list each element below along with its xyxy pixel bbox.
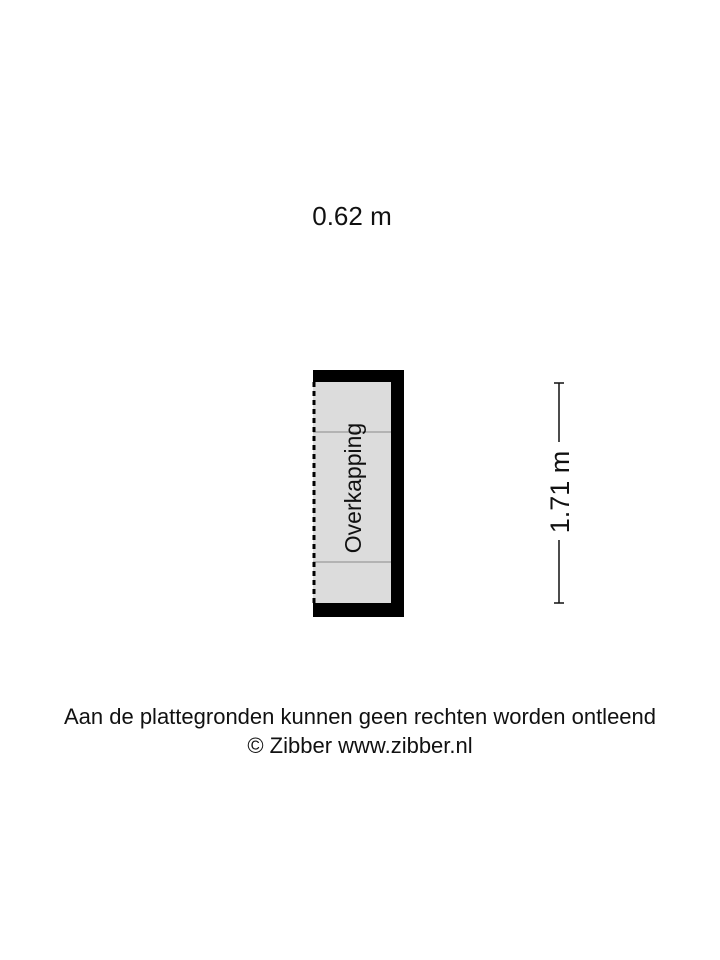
wall-top	[313, 370, 404, 382]
disclaimer-text: Aan de plattegronden kunnen geen rechten worden ontleend	[63, 704, 657, 729]
copyright-text: © Zibber www.zibber.nl	[247, 733, 473, 758]
width-dimension-label: 0.62 m	[312, 201, 392, 231]
room-label: Overkapping	[340, 422, 366, 554]
wall-right	[391, 370, 404, 617]
wall-bottom	[313, 603, 404, 617]
height-dimension-label: 1.71 m	[545, 450, 575, 534]
footer	[0, 702, 720, 760]
